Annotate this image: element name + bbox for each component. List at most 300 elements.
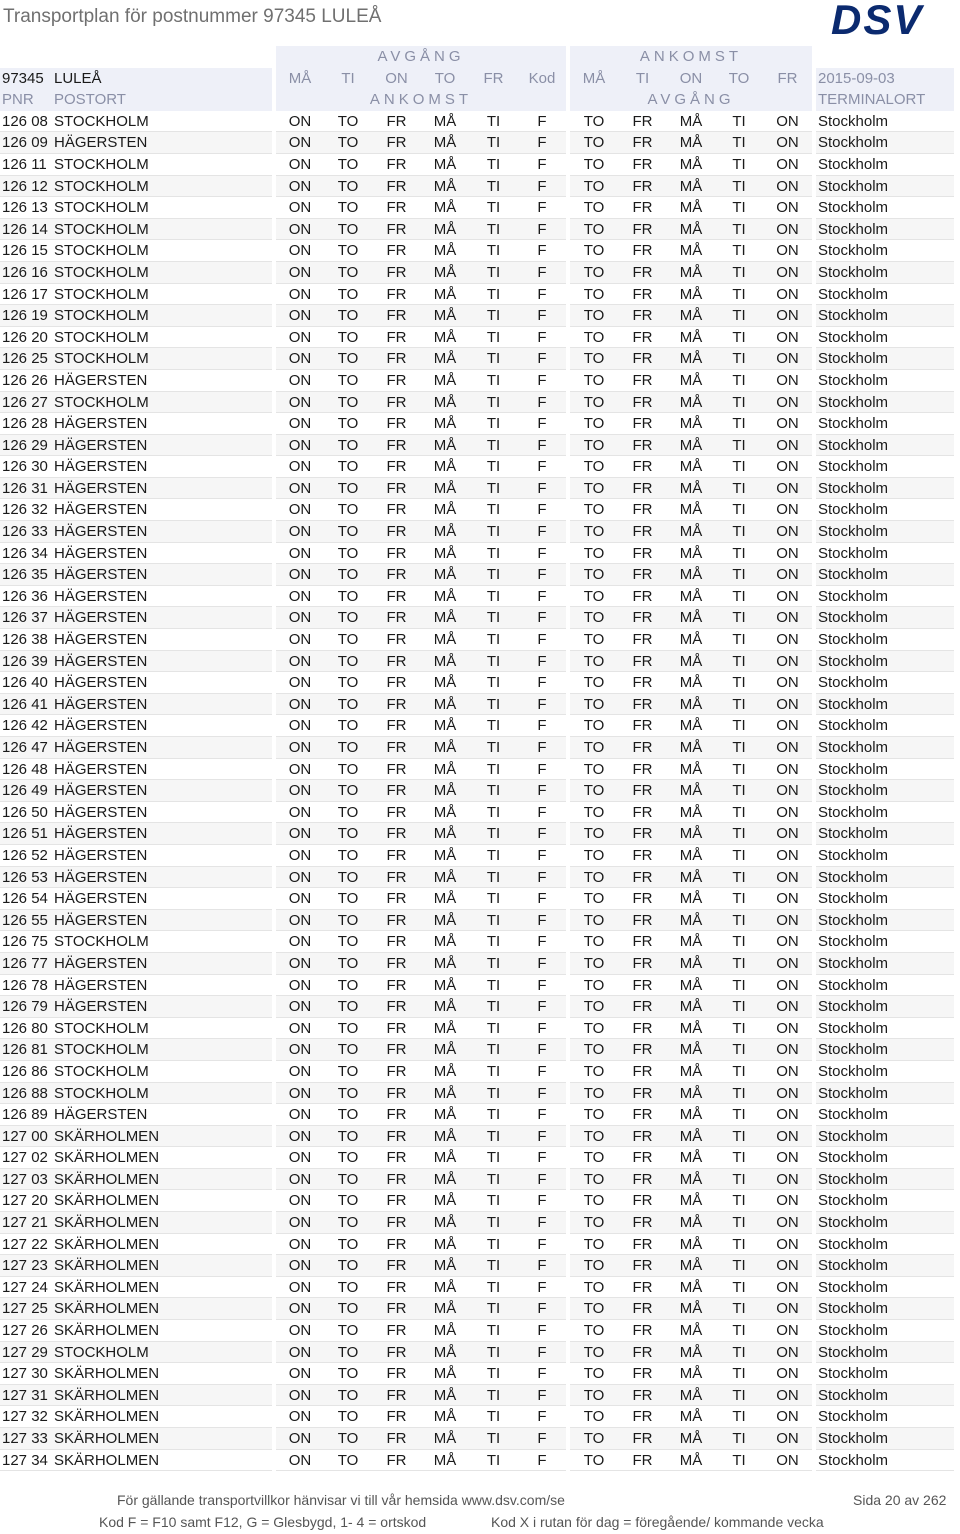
- departure-day-cell: MÅ: [667, 1104, 715, 1126]
- arrival-day-cell: TI: [469, 499, 518, 521]
- departure-day-cell: ON: [763, 564, 812, 586]
- dsv-logo: [829, 0, 949, 40]
- departure-day-cell: MÅ: [667, 1255, 715, 1277]
- arrival-day-cell: FR: [372, 1385, 421, 1407]
- arrival-day-cell: TI: [469, 910, 518, 932]
- arrival-day-cell: ON: [276, 586, 324, 608]
- departure-day-cell: TI: [715, 651, 763, 673]
- arrival-day-cell: MÅ: [421, 392, 469, 414]
- pnr-cell: 126 55: [0, 910, 54, 932]
- departure-day-cell: TO: [570, 607, 618, 629]
- departure-day-cell: TO: [570, 564, 618, 586]
- arrival-day-cell: ON: [276, 1212, 324, 1234]
- arrival-day-cell: TI: [469, 1255, 518, 1277]
- departure-day-cell: TI: [715, 1169, 763, 1191]
- arrival-day-cell: ON: [276, 1061, 324, 1083]
- arrival-day-cell: TI: [469, 1018, 518, 1040]
- terminalort-cell: Stockholm: [816, 413, 954, 435]
- arrival-day-cell: TI: [469, 219, 518, 241]
- arrival-day-cell: TI: [469, 737, 518, 759]
- arrival-day-cell: F: [518, 262, 566, 284]
- arrival-day-cell: ON: [276, 413, 324, 435]
- arrival-day-cell: MÅ: [421, 1385, 469, 1407]
- departure-day-cell: TI: [715, 802, 763, 824]
- arrival-day-cell: TI: [469, 607, 518, 629]
- departure-day-cell: TI: [715, 996, 763, 1018]
- terminalort-cell: Stockholm: [816, 543, 954, 565]
- departure-day-cell: MÅ: [667, 240, 715, 262]
- departure-day-cell: MÅ: [667, 1190, 715, 1212]
- terminalort-cell: Stockholm: [816, 759, 954, 781]
- departure-day-cell: FR: [618, 219, 667, 241]
- terminalort-cell: Stockholm: [816, 996, 954, 1018]
- departure-day-cell: MÅ: [667, 1320, 715, 1342]
- arrival-day-cell: TO: [324, 1126, 372, 1148]
- arrival-day-cell: FR: [372, 348, 421, 370]
- arrival-day-cell: MÅ: [421, 759, 469, 781]
- postort-cell: HÄGERSTEN: [54, 435, 272, 457]
- departure-day-cell: TI: [715, 111, 763, 133]
- departure-day-cell: FR: [618, 564, 667, 586]
- arrival-day-cell: TO: [324, 759, 372, 781]
- departure-day-cell: MÅ: [667, 413, 715, 435]
- arrival-day-cell: F: [518, 953, 566, 975]
- departure-day-cell: MÅ: [667, 305, 715, 327]
- arrival-day-cell: F: [518, 154, 566, 176]
- departure-day-cell: ON: [763, 607, 812, 629]
- arrival-day-cell: MÅ: [421, 651, 469, 673]
- departure-day-cell: MÅ: [667, 392, 715, 414]
- arrival-day-cell: F: [518, 543, 566, 565]
- pnr-cell: 126 86: [0, 1061, 54, 1083]
- postort-cell: HÄGERSTEN: [54, 478, 272, 500]
- departure-day-cell: ON: [763, 348, 812, 370]
- departure-day-cell: MÅ: [667, 953, 715, 975]
- arrival-day-cell: ON: [276, 154, 324, 176]
- arrival-day-cell: TI: [469, 996, 518, 1018]
- dep-day-header: FR: [469, 68, 518, 90]
- terminalort-cell: Stockholm: [816, 132, 954, 154]
- sub-header-avgang: AVGÅNG: [570, 89, 812, 111]
- departure-day-cell: MÅ: [667, 607, 715, 629]
- departure-day-cell: MÅ: [667, 1363, 715, 1385]
- departure-day-cell: TI: [715, 327, 763, 349]
- departure-day-cell: TO: [570, 543, 618, 565]
- departure-day-cell: ON: [763, 478, 812, 500]
- arrival-day-cell: TI: [469, 1061, 518, 1083]
- arrival-day-cell: ON: [276, 651, 324, 673]
- group-header-avgang: AVGÅNG: [276, 46, 566, 68]
- postort-cell: HÄGERSTEN: [54, 456, 272, 478]
- arrival-day-cell: ON: [276, 1255, 324, 1277]
- departure-day-cell: TO: [570, 586, 618, 608]
- arrival-day-cell: MÅ: [421, 823, 469, 845]
- arrival-day-cell: F: [518, 456, 566, 478]
- pnr-cell: 126 09: [0, 132, 54, 154]
- departure-day-cell: TI: [715, 1298, 763, 1320]
- departure-day-cell: FR: [618, 1039, 667, 1061]
- arrival-day-cell: TI: [469, 867, 518, 889]
- departure-day-cell: MÅ: [667, 975, 715, 997]
- pnr-cell: 126 89: [0, 1104, 54, 1126]
- departure-day-cell: FR: [618, 111, 667, 133]
- arrival-day-cell: F: [518, 370, 566, 392]
- departure-day-cell: TI: [715, 888, 763, 910]
- departure-day-cell: TI: [715, 435, 763, 457]
- departure-day-cell: ON: [763, 1234, 812, 1256]
- departure-day-cell: ON: [763, 262, 812, 284]
- departure-day-cell: TO: [570, 672, 618, 694]
- pnr-cell: 126 08: [0, 111, 54, 133]
- arrival-day-cell: MÅ: [421, 1018, 469, 1040]
- arrival-day-cell: TI: [469, 1234, 518, 1256]
- arrival-day-cell: ON: [276, 1298, 324, 1320]
- arrival-day-cell: FR: [372, 478, 421, 500]
- arrival-day-cell: MÅ: [421, 413, 469, 435]
- departure-day-cell: TO: [570, 1277, 618, 1299]
- departure-day-cell: TI: [715, 737, 763, 759]
- pnr-cell: 126 29: [0, 435, 54, 457]
- departure-day-cell: TO: [570, 1450, 618, 1472]
- departure-day-cell: MÅ: [667, 176, 715, 198]
- arrival-day-cell: MÅ: [421, 1320, 469, 1342]
- arrival-day-cell: TI: [469, 1342, 518, 1364]
- postort-cell: HÄGERSTEN: [54, 413, 272, 435]
- arrival-day-cell: FR: [372, 1126, 421, 1148]
- departure-day-cell: MÅ: [667, 1234, 715, 1256]
- arrival-day-cell: ON: [276, 845, 324, 867]
- pnr-cell: 126 39: [0, 651, 54, 673]
- arrival-day-cell: TO: [324, 392, 372, 414]
- postort-cell: SKÄRHOLMEN: [54, 1385, 272, 1407]
- terminalort-cell: Stockholm: [816, 845, 954, 867]
- arrival-day-cell: TI: [469, 543, 518, 565]
- arrival-day-cell: ON: [276, 1190, 324, 1212]
- postort-cell: SKÄRHOLMEN: [54, 1298, 272, 1320]
- arrival-day-cell: F: [518, 1255, 566, 1277]
- arrival-day-cell: TO: [324, 327, 372, 349]
- departure-day-cell: ON: [763, 694, 812, 716]
- arrival-day-cell: FR: [372, 284, 421, 306]
- departure-day-cell: ON: [763, 759, 812, 781]
- postort-cell: STOCKHOLM: [54, 240, 272, 262]
- departure-day-cell: FR: [618, 284, 667, 306]
- terminalort-cell: Stockholm: [816, 456, 954, 478]
- arrival-day-cell: TO: [324, 823, 372, 845]
- arrival-day-cell: ON: [276, 392, 324, 414]
- arrival-day-cell: ON: [276, 607, 324, 629]
- postort-cell: HÄGERSTEN: [54, 564, 272, 586]
- arrival-day-cell: TI: [469, 1039, 518, 1061]
- departure-day-cell: ON: [763, 1255, 812, 1277]
- departure-day-cell: ON: [763, 435, 812, 457]
- terminalort-cell: Stockholm: [816, 111, 954, 133]
- arrival-day-cell: TO: [324, 672, 372, 694]
- arrival-day-cell: TO: [324, 413, 372, 435]
- arrival-day-cell: TI: [469, 651, 518, 673]
- departure-day-cell: ON: [763, 996, 812, 1018]
- arrival-day-cell: TI: [469, 1385, 518, 1407]
- arrival-day-cell: FR: [372, 1277, 421, 1299]
- arrival-day-cell: F: [518, 867, 566, 889]
- arrival-day-cell: MÅ: [421, 1298, 469, 1320]
- arrival-day-cell: MÅ: [421, 672, 469, 694]
- terminalort-cell: Stockholm: [816, 1320, 954, 1342]
- departure-day-cell: TO: [570, 1018, 618, 1040]
- pnr-cell: 127 25: [0, 1298, 54, 1320]
- pnr-cell: 126 12: [0, 176, 54, 198]
- arrival-day-cell: ON: [276, 1450, 324, 1472]
- terminalort-cell: Stockholm: [816, 607, 954, 629]
- postort-cell: HÄGERSTEN: [54, 521, 272, 543]
- arrival-day-cell: FR: [372, 240, 421, 262]
- departure-day-cell: MÅ: [667, 348, 715, 370]
- departure-day-cell: TO: [570, 1061, 618, 1083]
- arrival-day-cell: TI: [469, 1083, 518, 1105]
- departure-day-cell: MÅ: [667, 521, 715, 543]
- departure-day-cell: ON: [763, 305, 812, 327]
- arrival-day-cell: F: [518, 219, 566, 241]
- arrival-day-cell: F: [518, 435, 566, 457]
- arrival-day-cell: FR: [372, 1083, 421, 1105]
- postort-cell: STOCKHOLM: [54, 262, 272, 284]
- arrival-day-cell: ON: [276, 888, 324, 910]
- departure-day-cell: ON: [763, 1277, 812, 1299]
- pnr-cell: 126 35: [0, 564, 54, 586]
- arrival-day-cell: FR: [372, 1104, 421, 1126]
- terminalort-cell: Stockholm: [816, 1212, 954, 1234]
- arrival-day-cell: ON: [276, 1363, 324, 1385]
- arrival-day-cell: TI: [469, 1212, 518, 1234]
- departure-day-cell: TI: [715, 564, 763, 586]
- departure-day-cell: MÅ: [667, 370, 715, 392]
- arrival-day-cell: ON: [276, 132, 324, 154]
- arrival-day-cell: TI: [469, 305, 518, 327]
- arrival-day-cell: MÅ: [421, 931, 469, 953]
- departure-day-cell: FR: [618, 413, 667, 435]
- departure-day-cell: TO: [570, 197, 618, 219]
- postort-cell: HÄGERSTEN: [54, 953, 272, 975]
- arrival-day-cell: F: [518, 694, 566, 716]
- arrival-day-cell: ON: [276, 521, 324, 543]
- arrival-day-cell: ON: [276, 1147, 324, 1169]
- pnr-cell: 126 42: [0, 715, 54, 737]
- arrival-day-cell: FR: [372, 154, 421, 176]
- departure-day-cell: MÅ: [667, 931, 715, 953]
- arrival-day-cell: ON: [276, 327, 324, 349]
- departure-day-cell: FR: [618, 1212, 667, 1234]
- departure-day-cell: MÅ: [667, 715, 715, 737]
- pnr-cell: 126 88: [0, 1083, 54, 1105]
- postort-cell: HÄGERSTEN: [54, 737, 272, 759]
- departure-day-cell: TI: [715, 607, 763, 629]
- departure-day-cell: ON: [763, 845, 812, 867]
- arrival-day-cell: FR: [372, 1363, 421, 1385]
- arrival-day-cell: F: [518, 111, 566, 133]
- arrival-day-cell: TO: [324, 1363, 372, 1385]
- terminalort-cell: Stockholm: [816, 586, 954, 608]
- arrival-day-cell: ON: [276, 284, 324, 306]
- pnr-cell: 126 17: [0, 284, 54, 306]
- departure-day-cell: FR: [618, 392, 667, 414]
- kod-header: Kod: [518, 68, 566, 90]
- arrival-day-cell: FR: [372, 1255, 421, 1277]
- departure-day-cell: ON: [763, 413, 812, 435]
- departure-day-cell: TO: [570, 1039, 618, 1061]
- departure-day-cell: ON: [763, 499, 812, 521]
- terminalort-cell: Stockholm: [816, 348, 954, 370]
- terminalort-header: TERMINALORT: [816, 89, 954, 111]
- arrival-day-cell: F: [518, 499, 566, 521]
- postort-cell: HÄGERSTEN: [54, 759, 272, 781]
- arrival-day-cell: MÅ: [421, 975, 469, 997]
- departure-day-cell: ON: [763, 975, 812, 997]
- arrival-day-cell: ON: [276, 305, 324, 327]
- arrival-day-cell: F: [518, 975, 566, 997]
- postort-cell: HÄGERSTEN: [54, 607, 272, 629]
- postort-cell: HÄGERSTEN: [54, 499, 272, 521]
- departure-day-cell: TO: [570, 1104, 618, 1126]
- terminalort-cell: Stockholm: [816, 953, 954, 975]
- departure-day-cell: TO: [570, 888, 618, 910]
- departure-day-cell: ON: [763, 240, 812, 262]
- arrival-day-cell: F: [518, 564, 566, 586]
- postort-cell: STOCKHOLM: [54, 154, 272, 176]
- terminalort-cell: Stockholm: [816, 1190, 954, 1212]
- arrival-day-cell: ON: [276, 694, 324, 716]
- departure-day-cell: FR: [618, 1320, 667, 1342]
- pnr-cell: 126 14: [0, 219, 54, 241]
- departure-day-cell: MÅ: [667, 867, 715, 889]
- terminalort-cell: Stockholm: [816, 1277, 954, 1299]
- departure-day-cell: TI: [715, 1190, 763, 1212]
- arrival-day-cell: F: [518, 1126, 566, 1148]
- arrival-day-cell: TO: [324, 1277, 372, 1299]
- arrival-day-cell: ON: [276, 1018, 324, 1040]
- arrival-day-cell: FR: [372, 1234, 421, 1256]
- arrival-day-cell: F: [518, 240, 566, 262]
- arrival-day-cell: TO: [324, 521, 372, 543]
- arrival-day-cell: TO: [324, 370, 372, 392]
- departure-day-cell: FR: [618, 1083, 667, 1105]
- departure-day-cell: TI: [715, 1342, 763, 1364]
- departure-day-cell: TI: [715, 348, 763, 370]
- departure-day-cell: FR: [618, 672, 667, 694]
- departure-day-cell: MÅ: [667, 1450, 715, 1472]
- departure-day-cell: ON: [763, 586, 812, 608]
- pnr-cell: 126 53: [0, 867, 54, 889]
- departure-day-cell: TI: [715, 1104, 763, 1126]
- arrival-day-cell: TI: [469, 370, 518, 392]
- pnr-cell: 126 40: [0, 672, 54, 694]
- arrival-day-cell: TO: [324, 1385, 372, 1407]
- pnr-cell: 126 16: [0, 262, 54, 284]
- terminalort-cell: Stockholm: [816, 176, 954, 198]
- departure-day-cell: FR: [618, 845, 667, 867]
- departure-day-cell: TO: [570, 975, 618, 997]
- departure-day-cell: ON: [763, 910, 812, 932]
- arrival-day-cell: TI: [469, 1450, 518, 1472]
- departure-day-cell: ON: [763, 672, 812, 694]
- dep-day-header: TI: [324, 68, 372, 90]
- arrival-day-cell: ON: [276, 910, 324, 932]
- arrival-day-cell: TO: [324, 651, 372, 673]
- arrival-day-cell: FR: [372, 1169, 421, 1191]
- departure-day-cell: FR: [618, 154, 667, 176]
- departure-day-cell: MÅ: [667, 780, 715, 802]
- arrival-day-cell: F: [518, 651, 566, 673]
- arrival-day-cell: F: [518, 780, 566, 802]
- pnr-cell: 126 80: [0, 1018, 54, 1040]
- terminalort-cell: Stockholm: [816, 154, 954, 176]
- departure-day-cell: FR: [618, 737, 667, 759]
- arrival-day-cell: ON: [276, 111, 324, 133]
- arrival-day-cell: FR: [372, 759, 421, 781]
- arrival-day-cell: MÅ: [421, 111, 469, 133]
- departure-day-cell: FR: [618, 759, 667, 781]
- departure-day-cell: MÅ: [667, 197, 715, 219]
- terminalort-cell: Stockholm: [816, 240, 954, 262]
- departure-day-cell: FR: [618, 802, 667, 824]
- departure-day-cell: FR: [618, 1277, 667, 1299]
- departure-day-cell: TI: [715, 953, 763, 975]
- arrival-day-cell: FR: [372, 607, 421, 629]
- departure-day-cell: MÅ: [667, 1342, 715, 1364]
- departure-day-cell: FR: [618, 327, 667, 349]
- departure-day-cell: TO: [570, 1298, 618, 1320]
- departure-day-cell: FR: [618, 521, 667, 543]
- departure-day-cell: TI: [715, 1061, 763, 1083]
- pnr-cell: 126 37: [0, 607, 54, 629]
- arrival-day-cell: MÅ: [421, 499, 469, 521]
- departure-day-cell: TO: [570, 240, 618, 262]
- arrival-day-cell: TO: [324, 219, 372, 241]
- departure-day-cell: TI: [715, 586, 763, 608]
- departure-day-cell: TI: [715, 262, 763, 284]
- departure-day-cell: ON: [763, 953, 812, 975]
- arrival-day-cell: TO: [324, 132, 372, 154]
- arrival-day-cell: TO: [324, 629, 372, 651]
- departure-day-cell: ON: [763, 1212, 812, 1234]
- arrival-day-cell: TO: [324, 1104, 372, 1126]
- arrival-day-cell: FR: [372, 499, 421, 521]
- dsv-logo-text: DSV: [831, 0, 924, 40]
- arrival-day-cell: ON: [276, 240, 324, 262]
- terminalort-cell: Stockholm: [816, 1126, 954, 1148]
- departure-day-cell: FR: [618, 348, 667, 370]
- departure-day-cell: ON: [763, 1320, 812, 1342]
- arrival-day-cell: TO: [324, 240, 372, 262]
- arrival-day-cell: ON: [276, 996, 324, 1018]
- arrival-day-cell: ON: [276, 737, 324, 759]
- departure-day-cell: MÅ: [667, 1169, 715, 1191]
- arrival-day-cell: TI: [469, 823, 518, 845]
- arrival-day-cell: TO: [324, 564, 372, 586]
- departure-day-cell: MÅ: [667, 996, 715, 1018]
- departure-day-cell: TO: [570, 1212, 618, 1234]
- arrival-day-cell: F: [518, 1428, 566, 1450]
- arrival-day-cell: TO: [324, 348, 372, 370]
- arrival-day-cell: MÅ: [421, 1212, 469, 1234]
- arrival-day-cell: MÅ: [421, 132, 469, 154]
- departure-day-cell: TO: [570, 456, 618, 478]
- departure-day-cell: ON: [763, 543, 812, 565]
- arrival-day-cell: ON: [276, 1428, 324, 1450]
- departure-day-cell: TI: [715, 197, 763, 219]
- departure-day-cell: TO: [570, 284, 618, 306]
- pnr-cell: 126 36: [0, 586, 54, 608]
- dsv-logo-icon: [829, 0, 949, 40]
